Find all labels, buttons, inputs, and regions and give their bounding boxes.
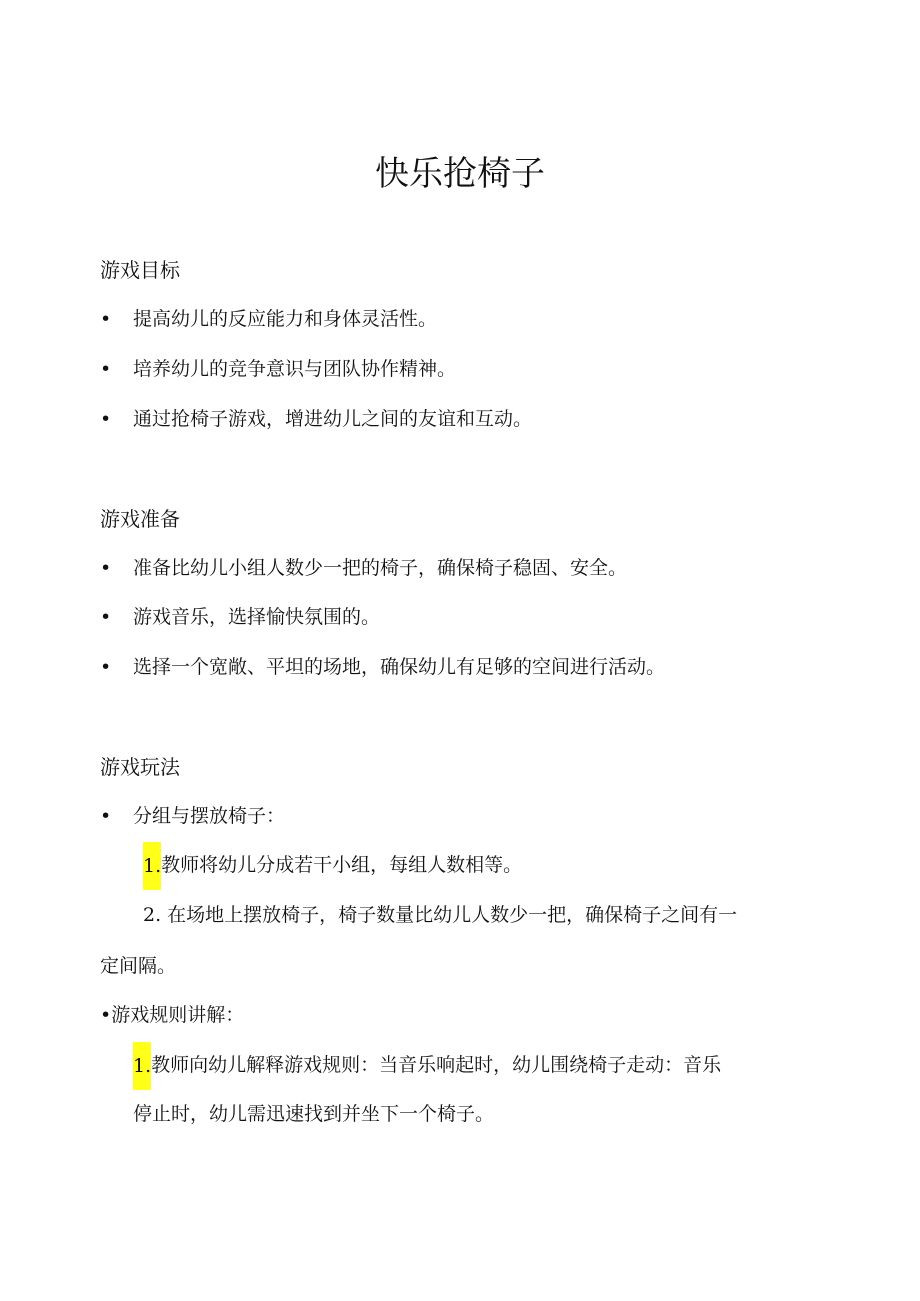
step-line bbox=[133, 1050, 721, 1081]
bullet-icon: • bbox=[100, 656, 112, 678]
step-line-continued: 停止时，幼儿需迅速找到并坐下一个椅子。 bbox=[133, 1103, 495, 1125]
page-title: 快乐抢椅子 bbox=[375, 154, 545, 194]
list-item-text: 分组与摆放椅子： bbox=[133, 805, 286, 827]
highlighted-step-number: 1. bbox=[143, 842, 161, 890]
step-line bbox=[143, 850, 522, 881]
list-item-text: 选择一个宽敞、平坦的场地，确保幼儿有足够的空间进行活动。 bbox=[133, 656, 666, 678]
list-item-text: 提高幼儿的反应能力和身体灵活性。 bbox=[133, 308, 438, 330]
list-item-text: 准备比幼儿小组人数少一把的椅子，确保椅子稳固、安全。 bbox=[133, 557, 628, 579]
list-item-text: 游戏音乐，选择愉快氛围的。 bbox=[133, 606, 381, 628]
section-heading-gameplay: 游戏玩法 bbox=[100, 755, 180, 779]
bullet-icon: • bbox=[100, 606, 112, 628]
step-line: 2. 在场地上摆放椅子，椅子数量比幼儿人数少一把，确保椅子之间有一 bbox=[143, 904, 738, 926]
list-item-rules: •游戏规则讲解： bbox=[100, 1004, 245, 1026]
bullet-icon: • bbox=[100, 557, 112, 579]
section-heading-preparation: 游戏准备 bbox=[100, 507, 180, 531]
bullet-icon: • bbox=[100, 805, 112, 827]
bullet-icon: • bbox=[100, 408, 112, 430]
list-item-text: 通过抢椅子游戏，增进幼儿之间的友谊和互动。 bbox=[133, 408, 533, 430]
step-text: 教师向幼儿解释游戏规则：当音乐响起时，幼儿围绕椅子走动：音乐 bbox=[151, 1054, 722, 1076]
step-text: 教师将幼儿分成若干小组，每组人数相等。 bbox=[161, 854, 523, 876]
step-line-continued: 定间隔。 bbox=[100, 955, 177, 977]
bullet-icon: • bbox=[100, 308, 112, 330]
highlighted-step-number: 1. bbox=[133, 1042, 151, 1090]
section-heading-goals: 游戏目标 bbox=[100, 258, 180, 282]
list-item-text: 培养幼儿的竞争意识与团队协作精神。 bbox=[133, 358, 457, 380]
bullet-icon: • bbox=[100, 358, 112, 380]
